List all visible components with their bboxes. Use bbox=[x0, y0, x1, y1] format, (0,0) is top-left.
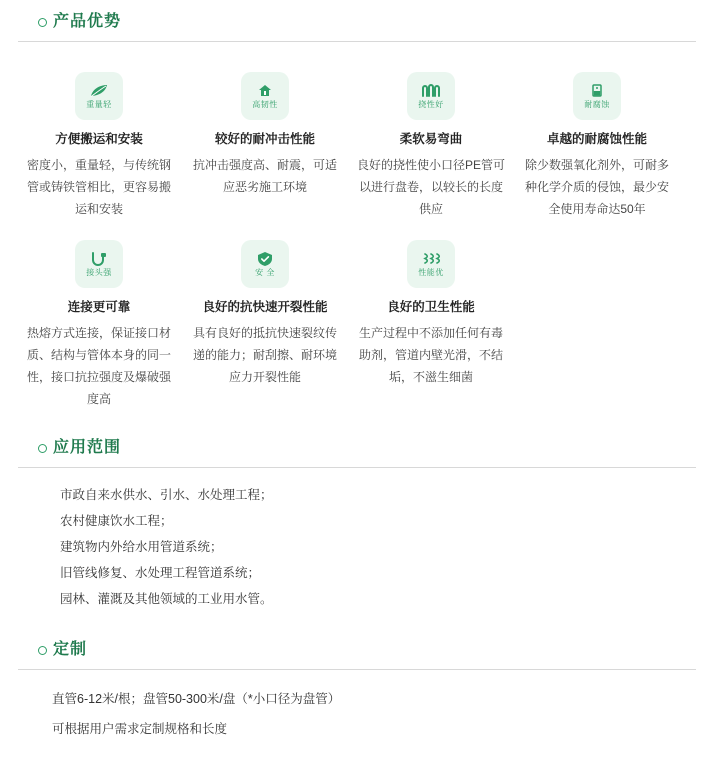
feature-badge-label: 重量轻 bbox=[86, 100, 112, 109]
feature-grid bbox=[0, 42, 714, 416]
feature-badge-label: 耐腐蚀 bbox=[584, 100, 610, 109]
applications-list bbox=[0, 468, 714, 618]
customization-text bbox=[0, 670, 714, 750]
pipe-joint-icon bbox=[88, 251, 110, 267]
feature-badge bbox=[407, 72, 455, 120]
list-item: 市政自来水供水、引水、水处理工程； bbox=[60, 488, 273, 502]
list-item: 农村健康饮水工程； bbox=[60, 514, 173, 528]
spacer bbox=[0, 416, 714, 426]
feature-card bbox=[17, 240, 181, 410]
feature-description: 热熔方式连接，保证接口材质、结构与管体本身的同一性，接口抗拉强度及爆破强度高 bbox=[26, 326, 171, 406]
feature-description: 抗冲击强度高、耐震，可适应恶劣施工环境 bbox=[192, 158, 337, 194]
section-title: 应用范围 bbox=[53, 439, 122, 456]
feature-card-empty bbox=[515, 240, 679, 410]
feature-description: 密度小，重量轻，与传统钢管或铸铁管相比，更容易搬运和安装 bbox=[26, 158, 171, 216]
feature-badge bbox=[241, 240, 289, 288]
feature-badge-label: 性能优 bbox=[418, 268, 444, 277]
wave-coil-icon bbox=[420, 83, 442, 99]
shield-icon bbox=[256, 251, 274, 267]
feature-description: 具有良好的抵抗快速裂纹传递的能力；耐刮擦、耐环境应力开裂性能 bbox=[192, 326, 337, 384]
feature-badge-label: 安 全 bbox=[255, 268, 275, 277]
feature-title: 柔软易弯曲 bbox=[399, 132, 463, 146]
feature-badge bbox=[75, 72, 123, 120]
list-item: 建筑物内外给水用管道系统； bbox=[60, 540, 223, 554]
text-line: 直管6-12米/根；盘管50-300米/盘（*小口径为盘管） bbox=[52, 692, 341, 706]
feature-badge-label: 挠性好 bbox=[418, 100, 444, 109]
list-item: 园林、灌溉及其他领域的工业用水管。 bbox=[60, 592, 273, 606]
feature-badge bbox=[75, 240, 123, 288]
feature-title: 良好的卫生性能 bbox=[387, 300, 475, 314]
feature-title: 方便搬运和安装 bbox=[55, 132, 143, 146]
feature-badge bbox=[573, 72, 621, 120]
beaker-icon bbox=[587, 83, 607, 99]
feature-card bbox=[183, 72, 347, 220]
feature-badge-label: 高韧性 bbox=[252, 100, 278, 109]
feature-badge-label: 接头强 bbox=[86, 268, 112, 277]
ring-bullet-icon bbox=[38, 646, 47, 655]
feature-description: 良好的挠性使小口径PE管可以进行盘卷，以较长的长度供应 bbox=[357, 158, 506, 216]
section-header-applications bbox=[0, 438, 714, 458]
leaf-icon bbox=[89, 83, 109, 99]
feature-card bbox=[349, 72, 513, 220]
feature-title: 卓越的耐腐蚀性能 bbox=[546, 132, 647, 146]
feature-card bbox=[515, 72, 679, 220]
feature-badge bbox=[241, 72, 289, 120]
feature-title: 良好的抗快速开裂性能 bbox=[202, 300, 328, 314]
feature-title: 连接更可靠 bbox=[67, 300, 131, 314]
feature-badge bbox=[407, 240, 455, 288]
feature-description: 生产过程中不添加任何有毒助剂，管道内壁光滑，不结垢，不滋生细菌 bbox=[358, 326, 503, 384]
section-header-customization bbox=[0, 640, 714, 660]
text-line: 可根据用户需求定制规格和长度 bbox=[52, 722, 228, 736]
spacer bbox=[0, 618, 714, 628]
ring-bullet-icon bbox=[38, 444, 47, 453]
section-header-advantages bbox=[0, 12, 714, 32]
feature-description: 除少数强氧化剂外，可耐多种化学介质的侵蚀，最少安全使用寿命达50年 bbox=[524, 158, 669, 216]
flow-lines-icon bbox=[420, 251, 442, 267]
list-item: 旧管线修复、水处理工程管道系统； bbox=[60, 566, 261, 580]
page-title: 产品优势 bbox=[53, 13, 122, 30]
feature-card bbox=[349, 240, 513, 410]
ring-bullet-icon bbox=[38, 18, 47, 27]
anvil-icon bbox=[255, 83, 275, 99]
feature-card bbox=[17, 72, 181, 220]
product-page bbox=[0, 12, 714, 750]
feature-card bbox=[183, 240, 347, 410]
section-title: 定制 bbox=[53, 641, 88, 658]
feature-title: 较好的耐冲击性能 bbox=[214, 132, 315, 146]
